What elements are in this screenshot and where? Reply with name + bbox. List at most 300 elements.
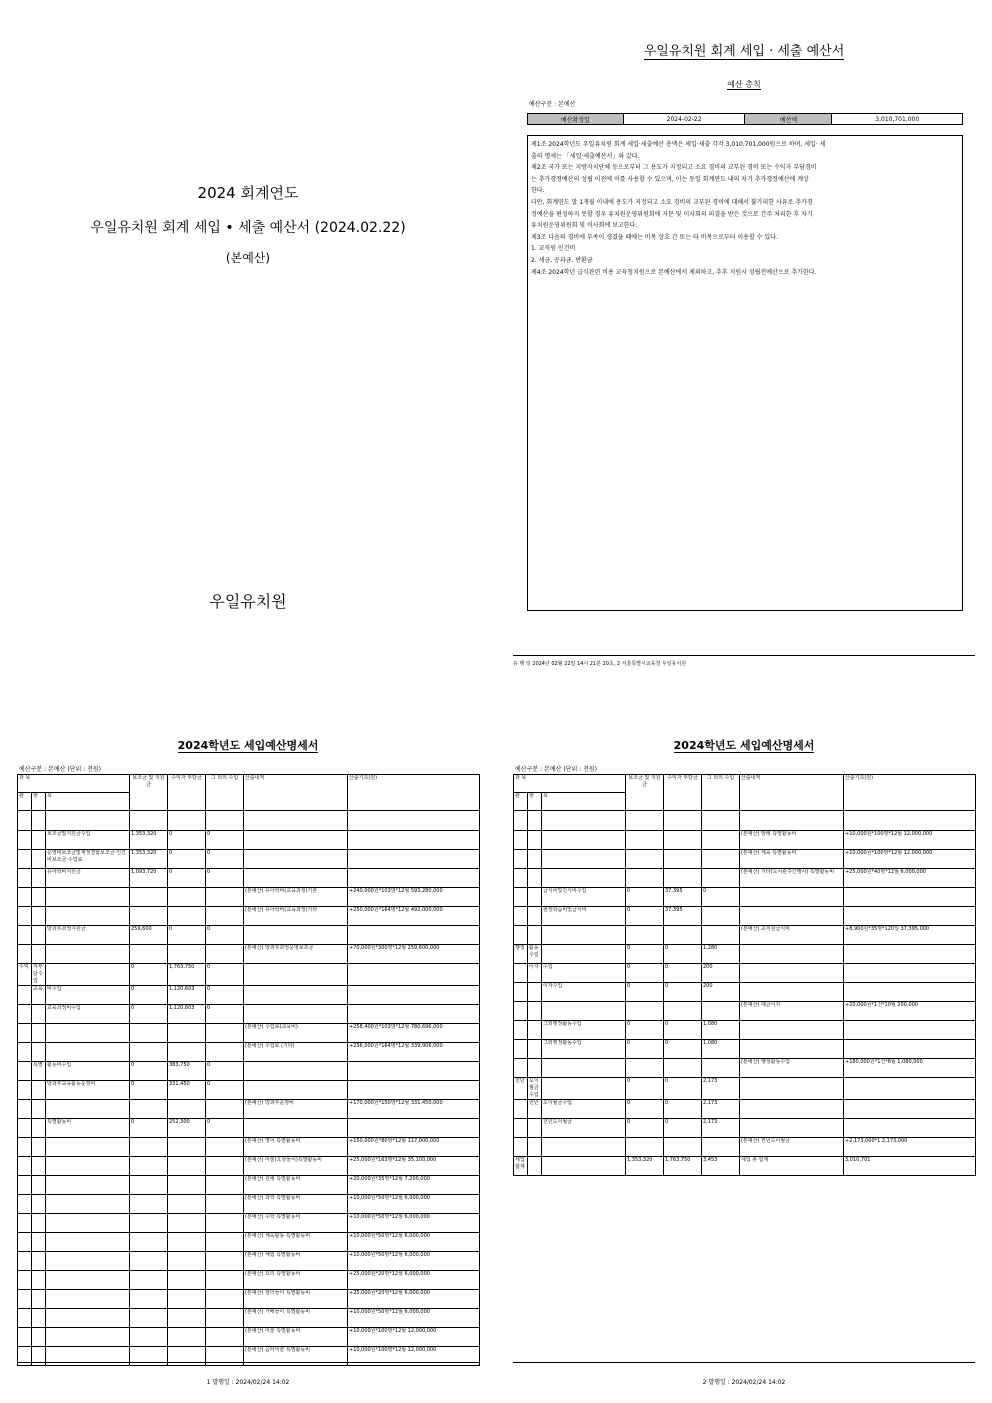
table-cell: [168, 1176, 206, 1195]
page-footer-left: 1 발행일 : 2024/02/24 14:02: [206, 1379, 290, 1386]
table-cell: (본예산) 가베놀이 특별활동비: [244, 1309, 348, 1328]
table-cell: 0: [130, 964, 168, 986]
table-cell: [168, 1328, 206, 1347]
table-row: [18, 1062, 480, 1081]
table-row: [514, 1157, 976, 1176]
table-cell: [168, 1100, 206, 1119]
table-row: [18, 1024, 480, 1043]
table-cell: +170,000원*150명*12월 331,450,000: [348, 1100, 480, 1119]
table-cell: +150,000원*80명*12월 117,000,000: [348, 1138, 480, 1157]
table-cell: 활동수입: [528, 945, 542, 964]
table-cell: [206, 945, 244, 964]
table-row: [18, 1271, 480, 1290]
table-cell: [740, 1119, 844, 1138]
summary-line: 1. 교직원 인건비: [531, 245, 576, 253]
table-cell: 0: [206, 869, 244, 888]
table-row: [18, 1043, 480, 1062]
table-cell: [626, 850, 664, 869]
table-cell: [626, 869, 664, 888]
table-cell: [18, 1271, 32, 1290]
table-cell: [130, 1271, 168, 1290]
table-cell: [130, 1138, 168, 1157]
table-cell: +25,000원*20명*12월 6,000,000: [348, 1271, 480, 1290]
table-cell: 활동비수입: [46, 1062, 130, 1081]
table-cell: [528, 926, 542, 945]
table-cell: 0: [130, 1119, 168, 1138]
table-cell: [206, 1195, 244, 1214]
table-row: [18, 1233, 480, 1252]
table-cell: 0: [664, 1078, 702, 1100]
table-cell: [168, 1043, 206, 1062]
table-cell: [168, 1024, 206, 1043]
table-cell: 0: [626, 1021, 664, 1040]
table-cell: [844, 811, 976, 831]
table-cell: [626, 1059, 664, 1078]
table-row: [18, 945, 480, 964]
table-row: [18, 1252, 480, 1271]
table-row: [514, 869, 976, 888]
table-cell: 1,763,750: [664, 1157, 702, 1176]
table-cell: [32, 907, 46, 926]
table-cell: [32, 945, 46, 964]
table-cell: [32, 1176, 46, 1195]
table-cell: [18, 1119, 32, 1138]
table-cell: 특별활동비: [46, 1119, 130, 1138]
table-row: [18, 926, 480, 945]
table-cell: [130, 1157, 168, 1176]
table-row: [18, 1309, 480, 1328]
table-cell: 1,120,603: [168, 1005, 206, 1024]
table-cell: [528, 1059, 542, 1078]
table-cell: [32, 1195, 46, 1214]
table-row: [18, 907, 480, 926]
summary-line: 제3조 다음의 경비에 부족이 생겼을 때에는 비목 상호 간 또는 타 비목으로부터 이용할 수 있다.: [531, 233, 778, 241]
header-mok: 목: [46, 793, 130, 811]
table-cell: 0: [206, 986, 244, 1005]
table-cell: [244, 869, 348, 888]
table-cell: [740, 1078, 844, 1100]
table-cell: 0: [664, 1100, 702, 1119]
table-cell: [244, 1119, 348, 1138]
table-cell: [514, 1100, 528, 1119]
table-cell: [46, 1157, 130, 1176]
table-cell: +10,000원*100명*12월 12,000,000: [348, 1347, 480, 1366]
table-cell: 0: [168, 850, 206, 869]
table-cell: 1,353,320: [626, 1157, 664, 1176]
table-cell: [18, 1043, 32, 1062]
table-cell: [130, 1309, 168, 1328]
table-row: [18, 1176, 480, 1195]
table-cell: [206, 1252, 244, 1271]
table-row: [18, 1328, 480, 1347]
table-cell: [206, 1328, 244, 1347]
table-cell: [18, 1290, 32, 1309]
table-row: [18, 964, 480, 986]
table-cell: (본예산) 체육활동 특별활동비: [244, 1233, 348, 1252]
table-cell: [514, 926, 528, 945]
summary-line: 제4조 2024학년 급식관련 비용 교육청지원으로 본예산에서 제외하고, 추후 지원시 성립전예산으로 추가한다.: [531, 268, 817, 276]
table-cell: [46, 1252, 130, 1271]
cover-org: 우일유치원: [209, 592, 287, 611]
table-cell: 2,173: [702, 1100, 740, 1119]
table-row: [514, 888, 976, 907]
table-cell: +258,400원*103명*12월 780,696,000: [348, 1024, 480, 1043]
table-cell: [168, 1195, 206, 1214]
table-cell: [18, 926, 32, 945]
revenue-budget-label-right: 예산구분 : 본예산 (단위 : 천원): [515, 766, 598, 773]
table-cell: [514, 1040, 528, 1059]
table-cell: [348, 1005, 480, 1024]
table-cell: [130, 1214, 168, 1233]
table-cell: +10,000원*100명*12월 12,000,000: [844, 850, 976, 869]
table-cell: [168, 945, 206, 964]
table-row: [514, 945, 976, 964]
table-cell: [664, 850, 702, 869]
table-cell: [626, 1138, 664, 1157]
summary-line: 출의 명세는 「세입·세출예산서」와 같다.: [531, 152, 640, 160]
table-cell: [664, 1138, 702, 1157]
table-cell: [664, 869, 702, 888]
table-cell: [168, 1214, 206, 1233]
table-cell: +240,000원*103명*12월 593,280,000: [348, 888, 480, 907]
cover-version: (본예산): [225, 251, 271, 265]
header-detail: 산출내역: [244, 775, 348, 811]
table-cell: [32, 1005, 46, 1024]
table-cell: [206, 907, 244, 926]
table-cell: [32, 1138, 46, 1157]
table-row: [18, 986, 480, 1005]
table-cell: [46, 964, 130, 986]
header-subsidy: 보조금 및 지원금: [130, 775, 168, 811]
header-gwan: 관: [18, 793, 32, 811]
revenue-table-left: [17, 774, 480, 1366]
table-cell: +10,000원*100명*12월 12,000,000: [844, 831, 976, 850]
table-cell: 0: [206, 964, 244, 986]
table-cell: (본예산) 체육 특별활동비: [740, 850, 844, 869]
table-cell: [130, 1252, 168, 1271]
table-row: [18, 1214, 480, 1233]
table-cell: [18, 1081, 32, 1100]
table-cell: [514, 907, 528, 926]
table-cell: [206, 1271, 244, 1290]
table-cell: [46, 888, 130, 907]
table-cell: [32, 1024, 46, 1043]
table-cell: [168, 1157, 206, 1176]
table-cell: +20,000원*1건*10월 200,000: [844, 1002, 976, 1021]
table-cell: [18, 1005, 32, 1024]
table-row: [514, 926, 976, 945]
table-cell: [32, 869, 46, 888]
table-cell: [32, 1214, 46, 1233]
table-cell: [514, 1021, 528, 1040]
table-cell: 0: [626, 1040, 664, 1059]
table-cell: [626, 1002, 664, 1021]
header-gwamok: 과 목: [514, 775, 626, 793]
table-cell: 0: [130, 1081, 168, 1100]
table-cell: [130, 907, 168, 926]
table-cell: [130, 1024, 168, 1043]
table-cell: +20,000원*35명*12월 7,200,000: [348, 1176, 480, 1195]
table-cell: [542, 1078, 626, 1100]
table-cell: [32, 1328, 46, 1347]
summary-info-table: [527, 113, 963, 125]
table-cell: 259,600: [130, 926, 168, 945]
table-cell: [18, 1252, 32, 1271]
table-cell: [244, 850, 348, 869]
table-row: [514, 907, 976, 926]
table-cell: [168, 888, 206, 907]
header-other: 그 외의 수입: [702, 775, 740, 811]
header-detail: 산출내역: [740, 775, 844, 811]
table-cell: 1,353,320: [130, 850, 168, 869]
table-cell: [348, 811, 480, 831]
summary-footer: 유 행 일 2024년 02월 22일 14시 21분 20초, 2 서울특별시교육청 우일유치원: [513, 661, 687, 667]
table-cell: [206, 1100, 244, 1119]
header-hang: 항: [32, 793, 46, 811]
table-row: [514, 1119, 976, 1138]
table-cell: 교육: [32, 986, 46, 1005]
table-cell: [130, 1043, 168, 1062]
table-cell: [528, 907, 542, 926]
table-cell: (본예산) 교직원급식비: [740, 926, 844, 945]
table-cell: [740, 1040, 844, 1059]
table-cell: [32, 1271, 46, 1290]
table-cell: (본예산) 전년도이월금: [740, 1138, 844, 1157]
table-cell: 0: [206, 926, 244, 945]
table-cell: 37,395: [664, 888, 702, 907]
table-cell: 0: [206, 850, 244, 869]
table-row: [18, 850, 480, 869]
table-cell: +250,000원*164명*12월 492,000,000: [348, 907, 480, 926]
table-cell: [168, 1271, 206, 1290]
table-row: [514, 1138, 976, 1157]
table-cell: 이자수입: [542, 983, 626, 1002]
table-cell: [626, 926, 664, 945]
table-row: [18, 1290, 480, 1309]
table-cell: [46, 1214, 130, 1233]
table-cell: [130, 1100, 168, 1119]
table-cell: (본예산) 예금이자: [740, 1002, 844, 1021]
table-cell: [244, 964, 348, 986]
table-cell: [348, 1119, 480, 1138]
summary-line: 정예산을 편성하지 못할 경우 유치원운영위원회에 자문 및 이사회의 의결을 받은 것으로 간주 처리한 후 차기: [531, 210, 813, 218]
table-cell: [542, 945, 626, 964]
table-cell: [46, 1328, 130, 1347]
table-cell: 0: [206, 831, 244, 850]
table-cell: [206, 1233, 244, 1252]
table-cell: [130, 945, 168, 964]
table-cell: 0: [664, 1040, 702, 1059]
table-cell: [740, 1100, 844, 1119]
table-cell: [740, 945, 844, 964]
table-cell: [168, 811, 206, 831]
table-cell: 0: [702, 888, 740, 907]
table-cell: 200: [702, 964, 740, 983]
table-cell: [702, 926, 740, 945]
table-cell: [32, 1309, 46, 1328]
table-cell: 0: [626, 1119, 664, 1138]
table-cell: [46, 1100, 130, 1119]
table-cell: [542, 850, 626, 869]
table-cell: [702, 831, 740, 850]
table-cell: 유아학비지원금: [46, 869, 130, 888]
table-cell: 비수입: [46, 986, 130, 1005]
table-cell: 수익: [18, 964, 32, 986]
table-cell: 3,010,701: [844, 1157, 976, 1176]
table-cell: +25,000원*163명*12월 35,100,000: [348, 1157, 480, 1176]
table-cell: 전년: [528, 1100, 542, 1119]
cover-year-title: 2024 회계연도: [197, 184, 299, 202]
table-cell: [514, 983, 528, 1002]
table-cell: 방과후교육활동운영비: [46, 1081, 130, 1100]
footer-divider-left: [17, 1362, 479, 1363]
table-cell: [168, 1252, 206, 1271]
table-cell: 0: [664, 983, 702, 1002]
table-cell: [528, 983, 542, 1002]
table-cell: +25,000원*40명*12월 6,000,000: [844, 869, 976, 888]
table-cell: (본예산) 발레 특별활동비: [740, 831, 844, 850]
table-cell: [528, 811, 542, 831]
table-cell: [348, 1062, 480, 1081]
table-cell: [32, 1252, 46, 1271]
table-cell: [702, 1138, 740, 1157]
table-cell: [514, 869, 528, 888]
table-cell: [348, 964, 480, 986]
table-cell: (본예산) 창의놀이 특별활동비: [244, 1290, 348, 1309]
table-cell: [168, 1309, 206, 1328]
cover-doc-title: 우일유치원 회계 세입 • 세출 예산서 (2024.02.22): [90, 220, 406, 236]
table-cell: (본예산) 미술 특별활동비: [244, 1328, 348, 1347]
table-row: [18, 888, 480, 907]
table-cell: (본예산) 원예 특별활동비: [244, 1176, 348, 1195]
table-cell: 운영비보조금및재정결함보조금·인건비보조금·수업료: [46, 850, 130, 869]
cover-page: [0, 0, 496, 700]
table-cell: [206, 1138, 244, 1157]
table-cell: [514, 850, 528, 869]
table-cell: [514, 964, 528, 983]
summary-divider: [513, 655, 975, 656]
table-row: [18, 1119, 480, 1138]
table-cell: +2,173,000*1 2,173,000: [844, 1138, 976, 1157]
table-cell: [244, 1062, 348, 1081]
table-cell: [206, 888, 244, 907]
table-row: [18, 1138, 480, 1157]
table-cell: 252,300: [168, 1119, 206, 1138]
table-cell: [46, 811, 130, 831]
table-cell: [206, 1309, 244, 1328]
table-cell: [740, 1021, 844, 1040]
table-cell: +25,000원*20명*12월 6,000,000: [348, 1290, 480, 1309]
table-cell: [130, 811, 168, 831]
table-cell: [130, 1290, 168, 1309]
table-cell: 2,173: [702, 1078, 740, 1100]
table-cell: 0: [664, 1021, 702, 1040]
info-total-label: 예산액: [745, 114, 832, 125]
table-cell: [702, 1002, 740, 1021]
table-cell: [32, 811, 46, 831]
table-cell: [32, 1043, 46, 1062]
table-cell: 1,280: [702, 945, 740, 964]
header-basis: 산출기초(원): [844, 775, 976, 811]
table-cell: 행정: [514, 945, 528, 964]
table-cell: [18, 888, 32, 907]
table-cell: 세입 총 합계: [740, 1157, 844, 1176]
table-cell: +10,000원*50명*12월 6,000,000: [348, 1309, 480, 1328]
table-cell: [46, 1024, 130, 1043]
table-row: [514, 1002, 976, 1021]
header-gwan: 관: [514, 793, 528, 811]
table-cell: [32, 850, 46, 869]
summary-text-box: [527, 135, 963, 611]
table-cell: [18, 1176, 32, 1195]
table-row: [514, 1100, 976, 1119]
table-cell: (본예산) 수업료 (기타): [244, 1043, 348, 1062]
table-cell: [244, 1081, 348, 1100]
table-cell: [542, 831, 626, 850]
table-cell: 방과후과정지원금: [46, 926, 130, 945]
table-cell: [32, 831, 46, 850]
table-cell: [702, 811, 740, 831]
table-cell: [46, 907, 130, 926]
info-date-label: 예산확정일: [528, 114, 624, 125]
table-cell: 그외행정활동수입: [542, 1040, 626, 1059]
table-cell: [244, 1005, 348, 1024]
table-cell: [18, 1309, 32, 1328]
table-row: [18, 1081, 480, 1100]
table-cell: [32, 1119, 46, 1138]
revenue-budget-label-left: 예산구분 : 본예산 (단위 : 천원): [19, 766, 102, 773]
table-row: [514, 850, 976, 869]
table-cell: 0: [206, 1005, 244, 1024]
table-cell: 0: [626, 1100, 664, 1119]
table-cell: 1,763,750: [168, 964, 206, 986]
table-cell: 0: [626, 888, 664, 907]
header-other: 그 외의 수입: [206, 775, 244, 811]
table-cell: [18, 1157, 32, 1176]
table-cell: [46, 1043, 130, 1062]
table-cell: [528, 1119, 542, 1138]
table-cell: [740, 811, 844, 831]
table-cell: [168, 1138, 206, 1157]
summary-line: 제2조 국가 또는 지방자치단체 등으로부터 그 용도가 지정되고 소요 경비의 교부된 경비 또는 수익자 부담경비: [531, 164, 817, 172]
table-cell: 1,120,603: [168, 986, 206, 1005]
table-cell: (본예산) 음악미술 특별활동비: [244, 1347, 348, 1366]
header-beneficiary: 수익자 부담금: [664, 775, 702, 811]
footer-divider-right: [513, 1362, 975, 1363]
table-cell: [514, 811, 528, 831]
table-cell: [206, 811, 244, 831]
table-cell: [528, 831, 542, 850]
table-cell: [46, 1271, 130, 1290]
table-cell: 1,353,320: [130, 831, 168, 850]
table-cell: 1,093,720: [130, 869, 168, 888]
table-cell: [18, 907, 32, 926]
table-cell: (본예산) 유아학비(교육과정)기타: [244, 907, 348, 926]
table-cell: +8,900원*35명*120일 37,395,000: [844, 926, 976, 945]
table-cell: [32, 926, 46, 945]
table-cell: (본예산) 유아학비(교육과정)기본: [244, 888, 348, 907]
table-cell: [528, 888, 542, 907]
revenue-title-left: 2024학년도 세입예산명세서: [177, 739, 319, 752]
table-cell: [528, 1021, 542, 1040]
summary-line: 제1조 2024학년도 우일유치원 회계 세입·세출예산 총액은 세입·세출 각각 3,010,701,000원으로 하며, 세입· 세: [531, 141, 826, 148]
table-cell: [244, 831, 348, 850]
table-row: [18, 1195, 480, 1214]
table-cell: [702, 907, 740, 926]
table-cell: [664, 1059, 702, 1078]
table-cell: [348, 926, 480, 945]
table-cell: [18, 869, 32, 888]
